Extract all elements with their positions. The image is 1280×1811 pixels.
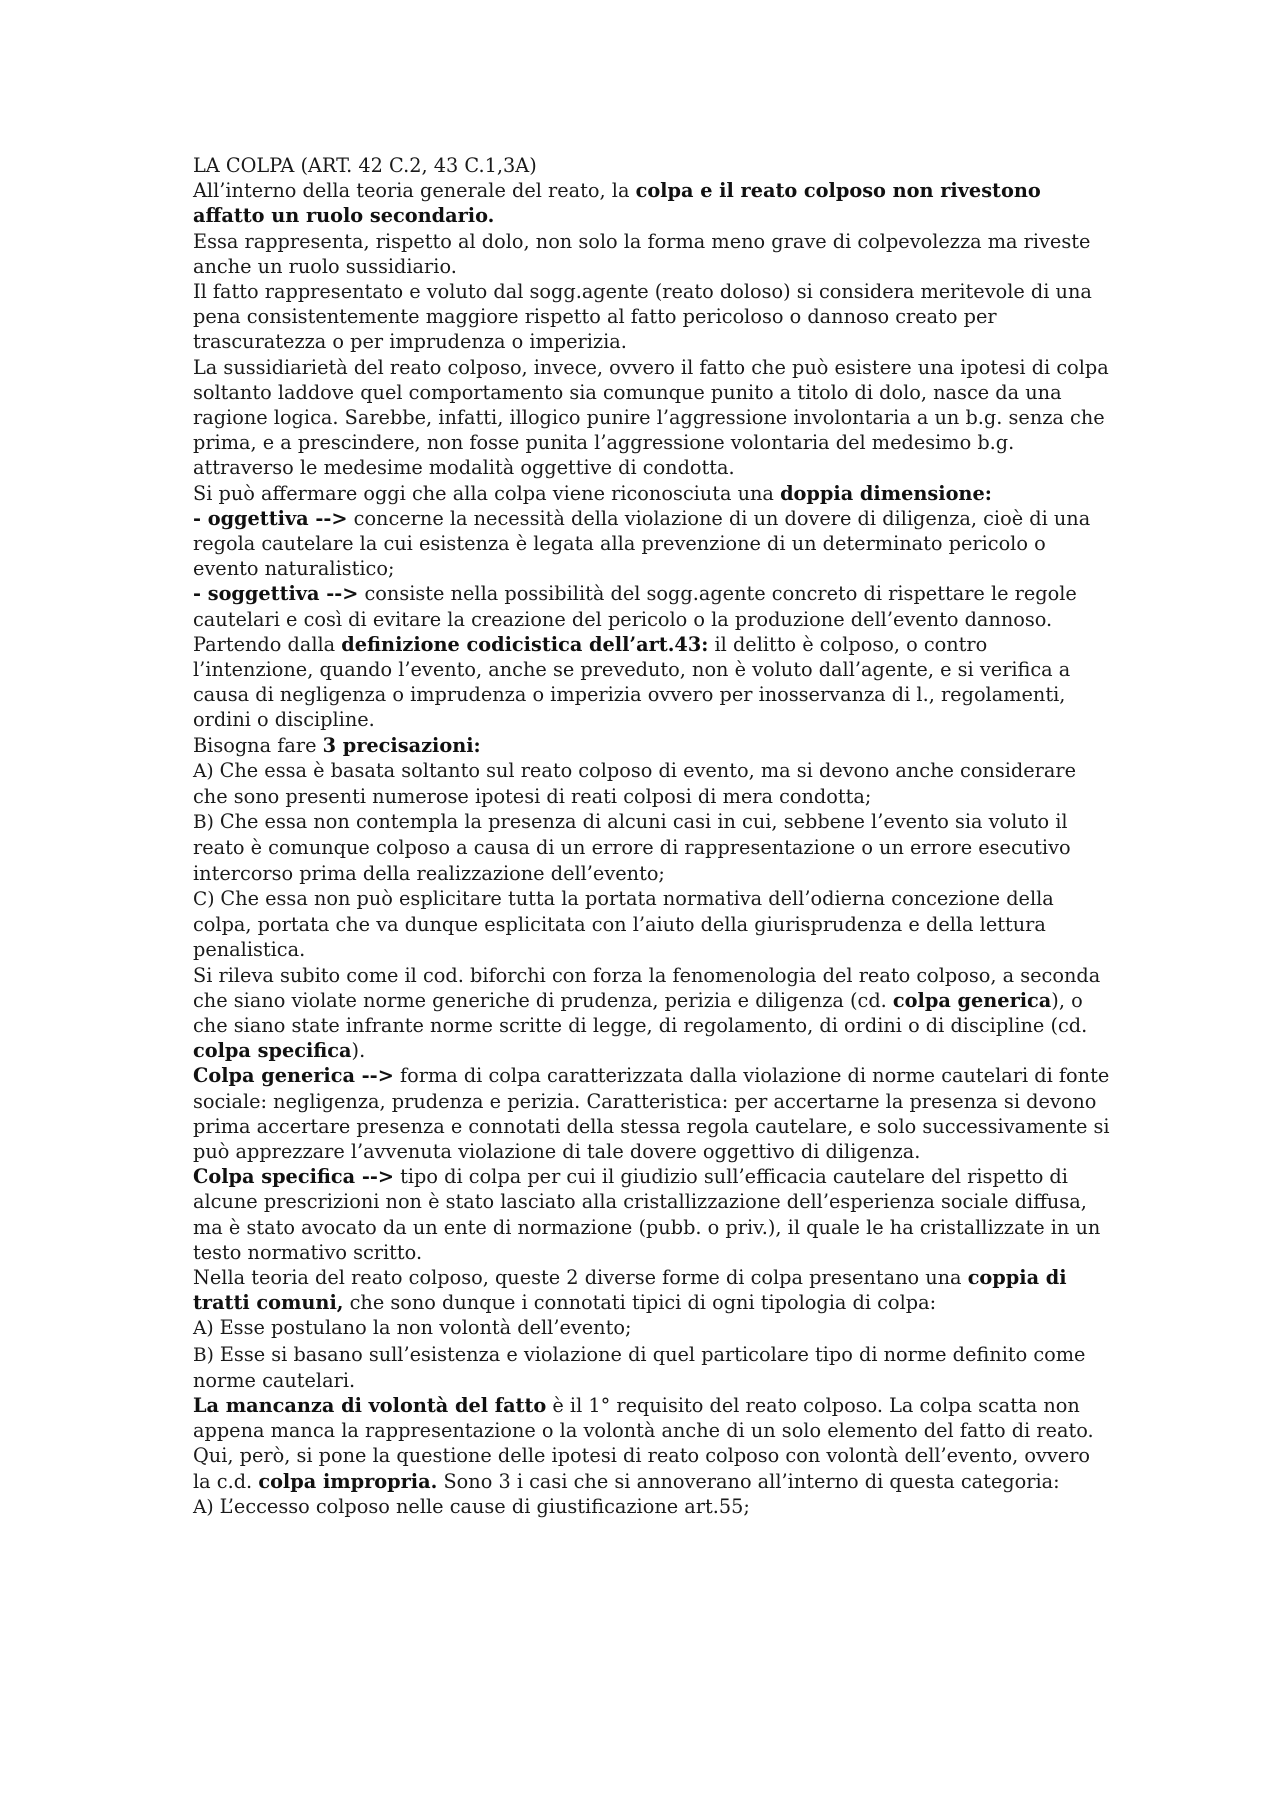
bold-text: - oggettiva --> [193,506,348,530]
list-marker: A) [193,1496,220,1518]
text-run: il delitto è colposo, o contro l’intenzione, quando l’evento, anche se preveduto, non è voluto dall’agente, e si verifica a causa di negligenza o imprudenza o imperizia ovvero per inosservanza di l., regolamenti, ordini o discipline. [193,632,1071,732]
paragraph [193,1494,1113,1520]
text-run: che sono dunque i connotati tipici di ogni tipologia di colpa: [343,1291,937,1315]
text-run: Partendo dalla [193,632,342,656]
paragraph [193,355,1113,481]
paragraph [193,229,1113,279]
text-run: Che essa non può esplicitare tutta la portata normativa dell’odierna concezione della colpa, portata che va dunque esplicitata con l’aiuto della giurisprudenza e della lettura penalistica. [193,886,1054,962]
paragraph [193,733,1113,758]
text-run: Si rileva subito come il cod. biforchi con forza la fenomenologia del reato colposo, a seconda che siano violate norme generiche di prudenza, perizia e diligenza (cd. [193,963,1101,1012]
bold-text: coppia di tratti comuni, [193,1265,1067,1315]
paragraph [193,506,1113,582]
text-run: Essa rappresenta, rispetto al dolo, non solo la forma meno grave di colpevolezza ma riveste anche un ruolo sussidiario. [193,229,1091,278]
text-run: Esse si basano sull’esistenza e violazione di quel particolare tipo di norme definito come norme cautelari. [193,1342,1086,1392]
paragraph [193,1063,1113,1164]
bold-text: colpa impropria. [258,1469,438,1493]
paragraph [193,632,1113,733]
text-run: La sussidiarietà del reato colposo, invece, ovvero il fatto che può esistere una ipotesi di colpa soltanto laddove quel comportamento sia comunque punito a titolo di dolo, nasce da una ragione logica. Sarebbe, infatti, illogico punire l’aggressione involontaria a un b.g. senza che prima, e a prescindere, non fosse punita l’aggressione volontaria del medesimo b.g. attraverso le medesime modalità oggettive di condotta. [193,355,1109,480]
list-marker: B) [193,1344,220,1366]
document-body [193,178,1113,1520]
paragraph [193,1342,1113,1393]
text-run: Il fatto rappresentato e voluto dal sogg.agente (reato doloso) si considera meritevole di una pena consistentemente maggiore rispetto al fatto pericoloso o dannoso creato per trascuratezza o per imprudenza o imperizia. [193,280,1092,354]
text-run: Che essa non contempla la presenza di alcuni casi in cui, sebbene l’evento sia voluto il reato è comunque colposo a causa di un errore di rappresentazione o un errore esecutivo intercorso prima della realizzazione dell’evento; [193,810,1071,885]
bold-text: La mancanza di volontà del fatto [193,1393,547,1417]
text-run: Sono 3 i casi che si annoverano all’interno di questa categoria: [437,1469,1060,1493]
paragraph [193,178,1113,228]
paragraph [193,963,1113,1064]
text-run: forma di colpa caratterizzata dalla violazione di norme cautelari di fonte sociale: negligenza, prudenza e perizia. Caratteristica: per accertarne la presenza si devono prima accertare presenza e connotati della stessa regola cautelare, e solo successivamente si può apprezzare l’avvenuta violazione di tale dovere oggettivo di diligenza. [193,1064,1110,1163]
list-marker: B) [193,812,220,834]
list-marker: A) [193,760,220,782]
document-page [193,153,1113,1520]
text-run: All’interno della teoria generale del reato, la [193,179,636,203]
paragraph [193,1265,1113,1315]
bold-text: 3 precisazioni: [322,733,481,757]
text-run: Che essa è basata soltanto sul reato colposo di evento, ma si devono anche considerare che sono presenti numerose ipotesi di reati colposi di mera condotta; [193,758,1076,809]
text-run: concerne la necessità della violazione di un dovere di diligenza, cioè di una regola cautelare la cui esistenza è legata alla prevenzione di un determinato pericolo o evento naturalistico; [193,506,1091,581]
bold-text: - soggettiva --> [193,582,359,606]
bold-text: doppia dimensione: [780,481,992,505]
paragraph [193,481,1113,506]
bold-text: Colpa specifica --> [193,1165,395,1189]
text-run: Nella teoria del reato colposo, queste 2 diverse forme di colpa presentano una [193,1265,968,1289]
paragraph [193,1393,1113,1494]
text-run: Si può affermare oggi che alla colpa viene riconosciuta una [193,481,781,505]
text-run: L’eccesso colposo nelle cause di giustificazione art.55; [219,1494,750,1518]
text-run: tipo di colpa per cui il giudizio sull’efficacia cautelare del rispetto di alcune prescrizioni non è stato lasciato alla cristallizzazione dell’esperienza sociale diffusa, ma è stato avocato da un ente di normazione (pubb. o priv.), il quale le ha cristallizzate in un testo normativo scritto. [193,1165,1101,1264]
text-run: ). [351,1039,366,1063]
list-marker: A) [193,1318,220,1340]
list-marker: C) [193,888,221,910]
text-run: ), o che siano state infrante norme scritte di legge, di regolamento, di ordini o di discipline (cd. [193,988,1088,1037]
paragraph [193,279,1113,355]
text-run: Bisogna fare [193,733,323,757]
bold-text: Colpa generica --> [193,1064,394,1088]
paragraph [193,1164,1113,1265]
bold-text: definizione codicistica dell’art.43: [341,632,709,656]
document-heading: LA COLPA (ART. 42 C.2, 43 C.1,3A) [193,154,537,177]
paragraph [193,809,1113,886]
paragraph [193,758,1113,809]
paragraph [193,581,1113,631]
paragraph [193,1315,1113,1341]
text-run: Esse postulano la non volontà dell’evento; [219,1316,632,1340]
paragraph [193,886,1113,963]
bold-text: colpa specifica [193,1039,352,1063]
bold-text: colpa e il reato colposo non rivestono affatto un ruolo secondario. [193,179,1041,228]
text-run: consiste nella possibilità del sogg.agente concreto di rispettare le regole cautelari e così di evitare la creazione del pericolo o la produzione dell’evento dannoso. [193,582,1077,631]
bold-text: colpa generica [892,988,1052,1012]
text-run: è il 1° requisito del reato colposo. La colpa scatta non appena manca la rappresentazione o la volontà anche di un solo elemento del fatto di reato. Qui, però, si pone la questione delle ipotesi di reato colposo con volontà dell’evento, ovvero la c.d. [193,1393,1094,1493]
